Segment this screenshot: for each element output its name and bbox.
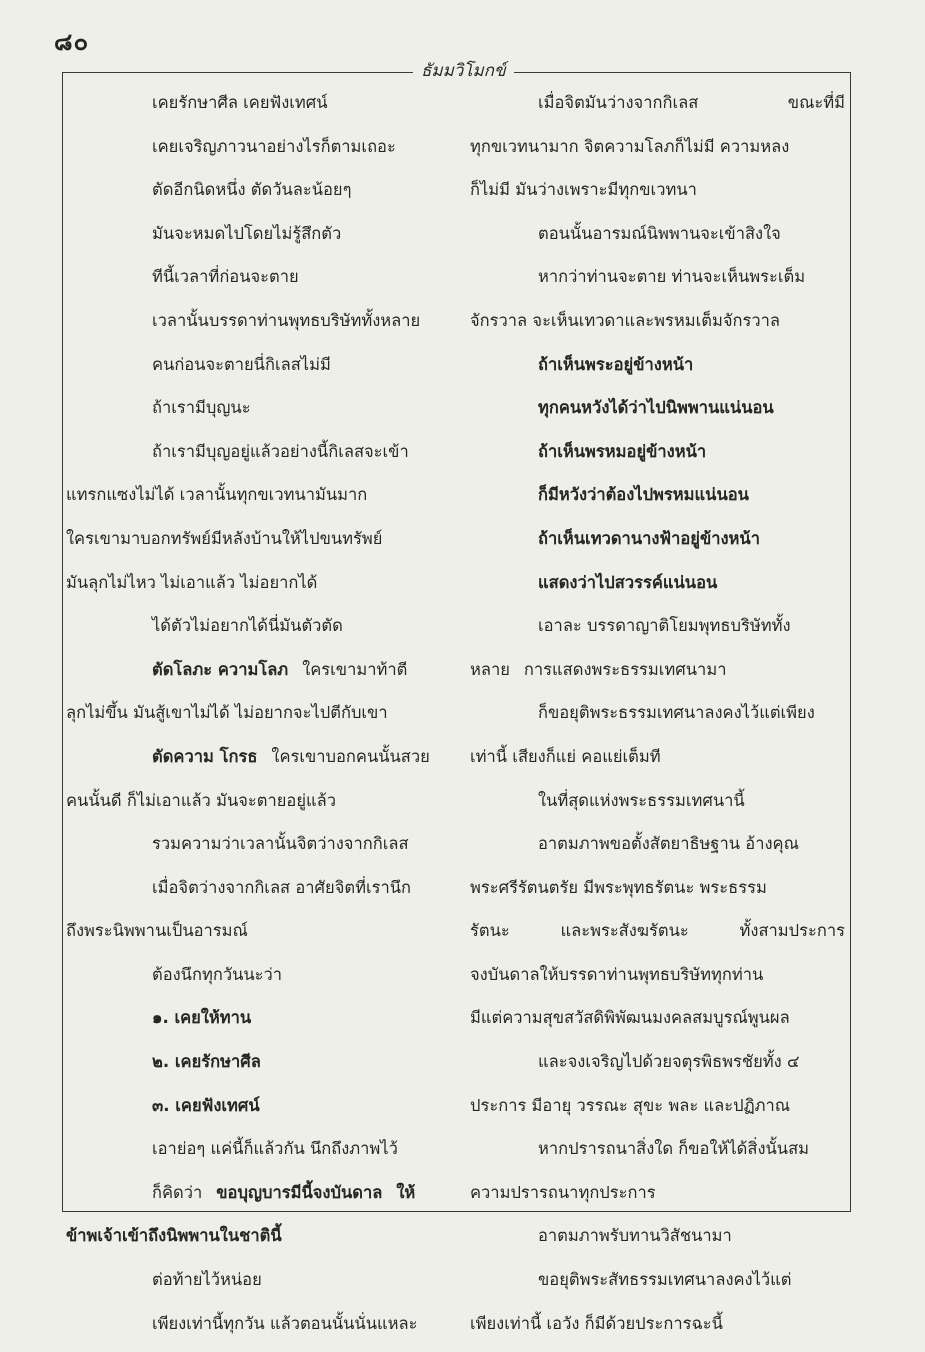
text-line: ประการ มีอายุ วรรณะ สุขะ พละ และปฏิภาณ [470,1095,791,1115]
text-line: หากปรารถนาสิ่งใด ก็ขอให้ได้สิ่งนั้นสม [538,1139,810,1159]
emphasis-text: ให้ [396,1182,416,1202]
text-line: เคยรักษาศีล เคยฟังเทศน์ [152,93,328,112]
text-line: เพียงเท่านี้ เอวัง ก็มีด้วยประการฉะนี้ [470,1313,723,1333]
text-line: ได้ตัวไม่อยากได้นี่มันตัวตัด [152,616,343,636]
text-span: การแสดงพระธรรมเทศนามา [523,659,727,679]
text-span: หลาย [470,659,510,679]
text-line: เคยเจริญภาวนาอย่างไรก็ตามเถอะ [152,136,396,156]
text-line: ต้องนึกทุกวันนะว่า [152,964,283,984]
text-line [66,742,436,786]
text-line: มีแต่ความสุขสวัสดิพิพัฒนมงคลสมบูรณ์พูนผล [470,1008,790,1028]
text-line: เท่านี้ เสียงก็แย่ คอแย่เต็มที [470,746,661,766]
text-line: มันลุกไม่ไหว ไม่เอาแล้ว ไม่อยากได้ [66,572,318,592]
text-line: ก็ไม่มี มันว่างเพราะมีทุกขเวทนา [470,180,697,200]
text-span: ใครเขามาท้าตี [302,659,408,679]
text-line: หากว่าท่านจะตาย ท่านจะเห็นพระเต็ม [538,267,806,287]
text-line: เพียงเท่านี้ทุกวัน แล้วตอนนั้นนั่นแหละ [152,1313,418,1333]
left-column [66,88,436,1352]
text-line: ถ้าเห็นพระอยู่ข้างหน้า [538,354,694,374]
list-item: ๓. เคยฟังเทศน์ [152,1095,260,1115]
text-span: เมื่อจิตมันว่างจากกิเลส [538,93,699,112]
text-line [66,655,436,699]
text-line [470,655,845,699]
text-line [470,88,845,132]
text-line: ถึงพระนิพพานเป็นอารมณ์ [66,921,248,941]
text-line: และจงเจริญไปด้วยจตุรพิธพรชัยทั้ง ๔ [538,1052,800,1072]
right-column [470,88,845,1352]
text-line: คนก่อนจะตายนี่กิเลสไม่มี [152,354,331,374]
text-line: ถ้าเห็นพรหมอยู่ข้างหน้า [538,441,707,461]
text-line: ต่อท้ายไว้หน่อย [152,1270,262,1290]
text-line: ใครเขามาบอกทรัพย์มีหลังบ้านให้ไปขนทรัพย์ [66,528,383,548]
text-line: ก็มีหวังว่าต้องไปพรหมแน่นอน [538,485,749,505]
text-line: ทุกขเวทนามาก จิตความโลภก็ไม่มี ความหลง [470,136,790,156]
text-line: ตอนนั้นอารมณ์นิพพานจะเข้าสิงใจ [538,223,781,243]
text-line: ลุกไม่ขึ้น มันสู้เขาไม่ได้ ไม่อยากจะไปตีกับเขา [66,703,388,723]
text-line: ถ้าเห็นเทวดานางฟ้าอยู่ข้างหน้า [538,528,760,548]
text-line: ตัดอีกนิดหนึ่ง ตัดวันละน้อยๆ [152,180,352,200]
text-line [66,1178,436,1222]
text-line: เมื่อจิตว่างจากกิเลส อาศัยจิตที่เรานึก [152,877,411,897]
emphasis-text: ตัดโลภะ ความโลภ [152,659,289,679]
header-title: ธัมมวิโมกข์ [413,57,514,84]
text-span: ทั้งสามประการ [739,921,845,941]
text-span: ขณะที่มี [787,93,845,112]
text-line [470,916,845,960]
text-line: อาตมภาพรับทานวิสัชนามา [538,1226,732,1246]
text-line: ขอยุติพระสัทธรรมเทศนาลงคงไว้แต่ [538,1270,792,1290]
text-line: ความปรารถนาทุกประการ [470,1182,656,1202]
text-line: แทรกแซงไม่ได้ เวลานั้นทุกขเวทนามันมาก [66,485,368,505]
list-item: ๒. เคยรักษาศีล [152,1052,261,1072]
emphasis-text: ตัดความ โกรธ [152,746,258,766]
text-line: เอาย่อๆ แค่นี้ก็แล้วกัน นึกถึงภาพไว้ [152,1139,398,1159]
text-line: ทีนี้เวลาที่ก่อนจะตาย [152,267,299,287]
text-span: ก็คิดว่า [152,1182,203,1202]
text-line: พระศรีรัตนตรัย มีพระพุทธรัตนะ พระธรรม [470,877,767,897]
text-line: ถ้าเรามีบุญนะ [152,398,251,418]
text-line: มันจะหมดไปโดยไม่รู้สึกตัว [152,223,342,243]
text-line: จงบันดาลให้บรรดาท่านพุทธบริษัททุกท่าน [470,964,764,984]
text-span: และพระสังฆรัตนะ [560,921,689,941]
page-number: ๘๐ [54,28,90,56]
emphasis-text: ขอบุญบารมีนี้จงบันดาล [216,1182,383,1202]
text-line: จักรวาล จะเห็นเทวดาและพรหมเต็มจักรวาล [470,310,780,330]
text-line: รวมความว่าเวลานั้นจิตว่างจากกิเลส [152,834,409,854]
text-line: ในที่สุดแห่งพระธรรมเทศนานี้ [538,790,745,810]
text-line: อาตมภาพขอตั้งสัตยาธิษฐาน อ้างคุณ [538,834,799,854]
text-span: รัตนะ [470,921,510,941]
text-line: เวลานั้นบรรดาท่านพุทธบริษัททั้งหลาย [152,310,421,330]
text-span: ใครเขาบอกคนนั้นสวย [271,746,430,766]
text-line: แสดงว่าไปสวรรค์แน่นอน [538,572,718,592]
text-line: ก็ขอยุติพระธรรมเทศนาลงคงไว้แต่เพียง [538,703,815,723]
text-line: ทุกคนหวังได้ว่าไปนิพพานแน่นอน [538,398,774,418]
text-line: คนนั้นดี ก็ไม่เอาแล้ว มันจะตายอยู่แล้ว [66,790,336,810]
text-line: ข้าพเจ้าเข้าถึงนิพพานในชาตินี้ [66,1226,282,1246]
list-item: ๑. เคยให้ทาน [152,1008,252,1028]
text-line: เอาละ บรรดาญาติโยมพุทธบริษัททั้ง [538,616,791,636]
text-line: ถ้าเรามีบุญอยู่แล้วอย่างนี้กิเลสจะเข้า [152,441,409,461]
